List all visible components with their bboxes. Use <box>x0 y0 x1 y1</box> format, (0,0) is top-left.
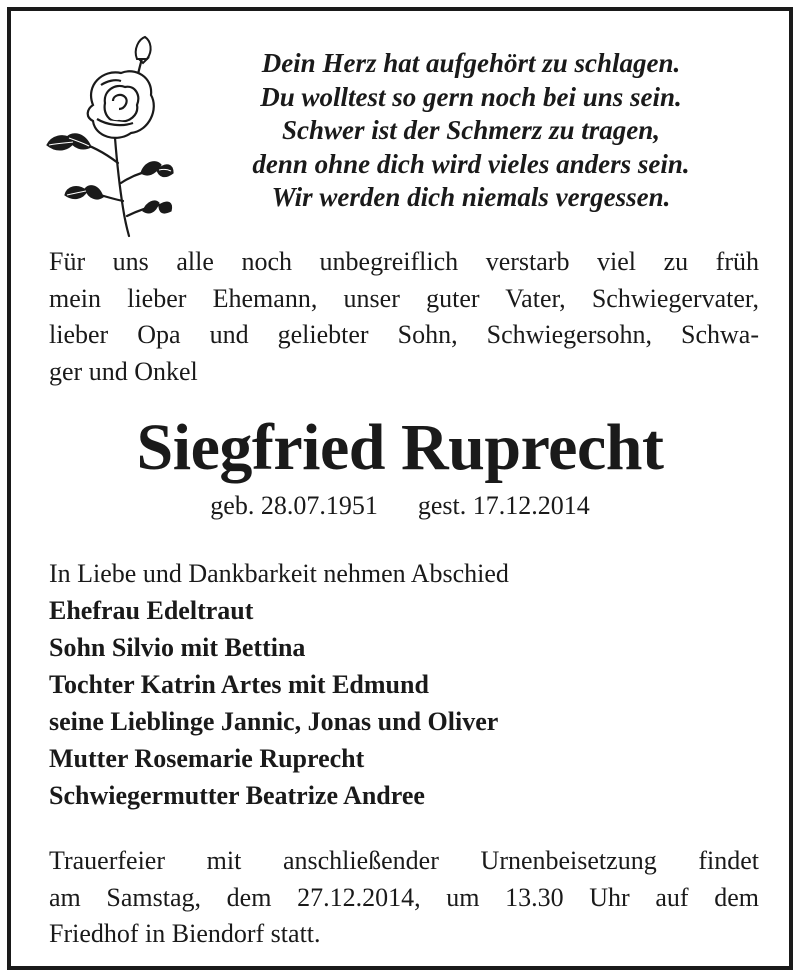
funeral-line: Friedhof in Biendorf statt. <box>49 919 321 948</box>
mourner-name: Sohn Silvio mit Bettina <box>49 633 306 662</box>
funeral-line: am Samstag, dem 27.12.2014, um 13.30 Uhr auf dem <box>49 882 759 912</box>
poem-line: denn ohne dich wird vieles anders sein. <box>252 148 690 179</box>
poem-line: Wir werden dich niemals vergessen. <box>271 182 671 212</box>
mourners <box>49 555 759 814</box>
death-date: gest. 17.12.2014 <box>417 491 590 520</box>
mourner-name: Tochter Katrin Artes mit Edmund <box>49 670 429 699</box>
intro-line: mein lieber Ehemann, unser guter Vater, Schwiegervater, <box>49 283 759 313</box>
life-dates <box>11 491 789 521</box>
funeral-line: Trauerfeier mit anschließender Urnenbeisetzung findet <box>49 846 759 875</box>
birth-date: geb. 28.07.1951 <box>210 491 378 520</box>
poem-line: Du wolltest so gern noch bei uns sein. <box>260 81 682 112</box>
poem-line: Dein Herz hat aufgehört zu schlagen. <box>261 48 681 78</box>
funeral-info <box>49 843 759 953</box>
poem-line: Schwer ist der Schmerz zu tragen, <box>281 115 661 145</box>
intro-line: lieber Opa und geliebter Sohn, Schwiegersohn, Schwa- <box>49 320 759 349</box>
intro-text <box>49 244 759 390</box>
rose-icon <box>45 33 175 238</box>
mourner-name: Mutter Rosemarie Ruprecht <box>49 744 365 773</box>
poem <box>191 47 751 215</box>
deceased-name: Siegfried Ruprecht <box>136 411 664 484</box>
intro-line: ger und Onkel <box>49 356 198 386</box>
mourner-name: Schwiegermutter Beatrize Andree <box>49 781 425 810</box>
obituary-frame <box>7 7 793 970</box>
mourner-name: Ehefrau Edeltraut <box>49 596 254 625</box>
intro-line: Für uns alle noch unbegreiflich verstarb viel zu früh <box>49 247 759 276</box>
mourner-name: seine Lieblinge Jannic, Jonas und Oliver <box>49 707 499 736</box>
mourners-intro: In Liebe und Dankbarkeit nehmen Abschied <box>49 559 509 588</box>
